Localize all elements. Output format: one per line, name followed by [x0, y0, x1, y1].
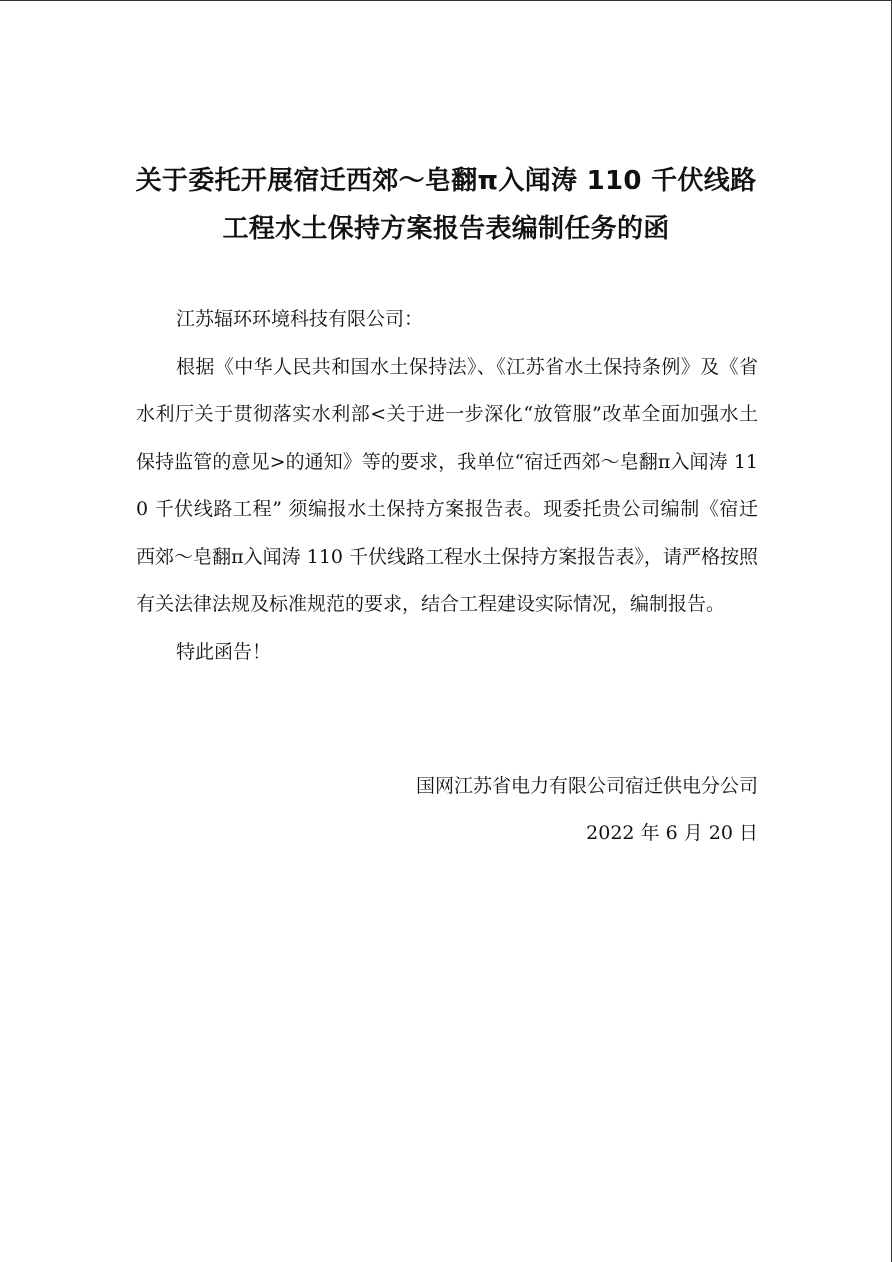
title-line-1: 关于委托开展宿迁西郊～皂翻π入闻涛 110 千伏线路: [135, 166, 757, 196]
letter-title: [120, 157, 772, 253]
main-paragraph: 根据《中华人民共和国水土保持法》、《江苏省水土保持条例》及《省水利厅关于贯彻落实水利部<关于进一步深化“放管服”改革全面加强水土保持监管的意见>的通知》等的要求，我单位“宿迁西郊～皂翻π入闻涛 110 千伏线路工程” 须编报水土保持方案报告表。现委托贵公司编制《宿迁西郊～皂翻π入闻涛 110 千伏线路工程水土保持方案报告表》，请严格按照有关法律法规及标准规范的要求，结合工程建设实际情况，编制报告。: [136, 355, 758, 615]
letter-date: 2022 年 6 月 20 日: [586, 822, 758, 844]
addressee: 江苏辐环环境科技有限公司：: [176, 308, 424, 330]
signature-block: [416, 763, 758, 857]
letter-body: [136, 296, 758, 676]
page-top-border: [0, 0, 892, 1]
signatory-name: 国网江苏省电力有限公司宿迁供电分公司: [415, 775, 758, 797]
title-line-2: 工程水土保持方案报告表编制任务的函: [222, 214, 670, 244]
closing-line: 特此函告！: [176, 640, 272, 663]
